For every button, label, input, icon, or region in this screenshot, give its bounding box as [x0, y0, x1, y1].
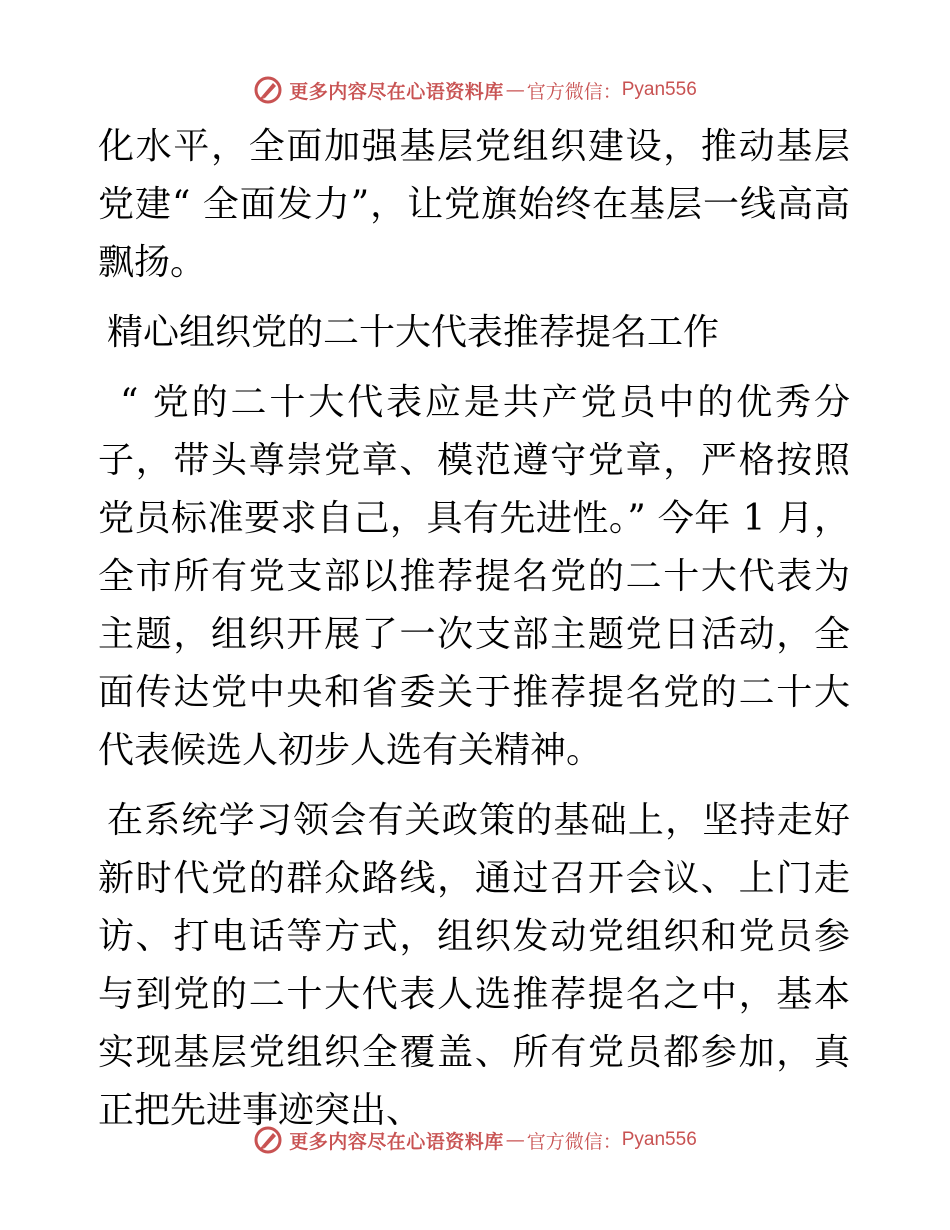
- watermark-official-label: 官方微信：: [526, 1130, 622, 1153]
- document-body: [98, 118, 850, 1140]
- watermark-account: Pyan556: [621, 79, 697, 100]
- paragraph-1: 化水平，全面加强基层党组织建设，推动基层党建“ 全面发力”，让党旗始终在基层一线高高飘扬。: [98, 126, 850, 283]
- section-heading: 精心组织党的二十大代表推荐提名工作: [107, 312, 720, 353]
- pen-logo-icon: [253, 75, 283, 105]
- watermark-account: Pyan556: [621, 1129, 697, 1150]
- watermark-brand: 更多内容尽在心语资料库: [289, 80, 504, 103]
- watermark-dash: —: [505, 1129, 525, 1151]
- watermark-official-label: 官方微信：: [526, 80, 622, 103]
- paragraph-2: “ 党的二十大代表应是共产党员中的优秀分子，带头尊崇党章、模范遵守党章，严格按照党员标准要求自己，具有先进性。” 今年 1 月，全市所有党支部以推荐提名党的二十大代表为主题，组织开展了一次支部主题党日活动，全面传达党中央和省委关于推荐提名党的二十大代表候选人初步人选有关精神。: [98, 382, 850, 771]
- watermark-brand: 更多内容尽在心语资料库: [289, 1130, 504, 1153]
- paragraph-3: 在系统学习领会有关政策的基础上，坚持走好新时代党的群众路线，通过召开会议、上门走访、打电话等方式，组织发动党组织和党员参与到党的二十大代表人选推荐提名之中，基本实现基层党组织全覆盖、所有党员都参加，真正把先进事迹突出、: [98, 800, 850, 1131]
- header-watermark: [0, 73, 950, 107]
- footer-watermark: [0, 1123, 950, 1157]
- watermark-dash: —: [505, 79, 525, 101]
- pen-logo-icon: [253, 1125, 283, 1155]
